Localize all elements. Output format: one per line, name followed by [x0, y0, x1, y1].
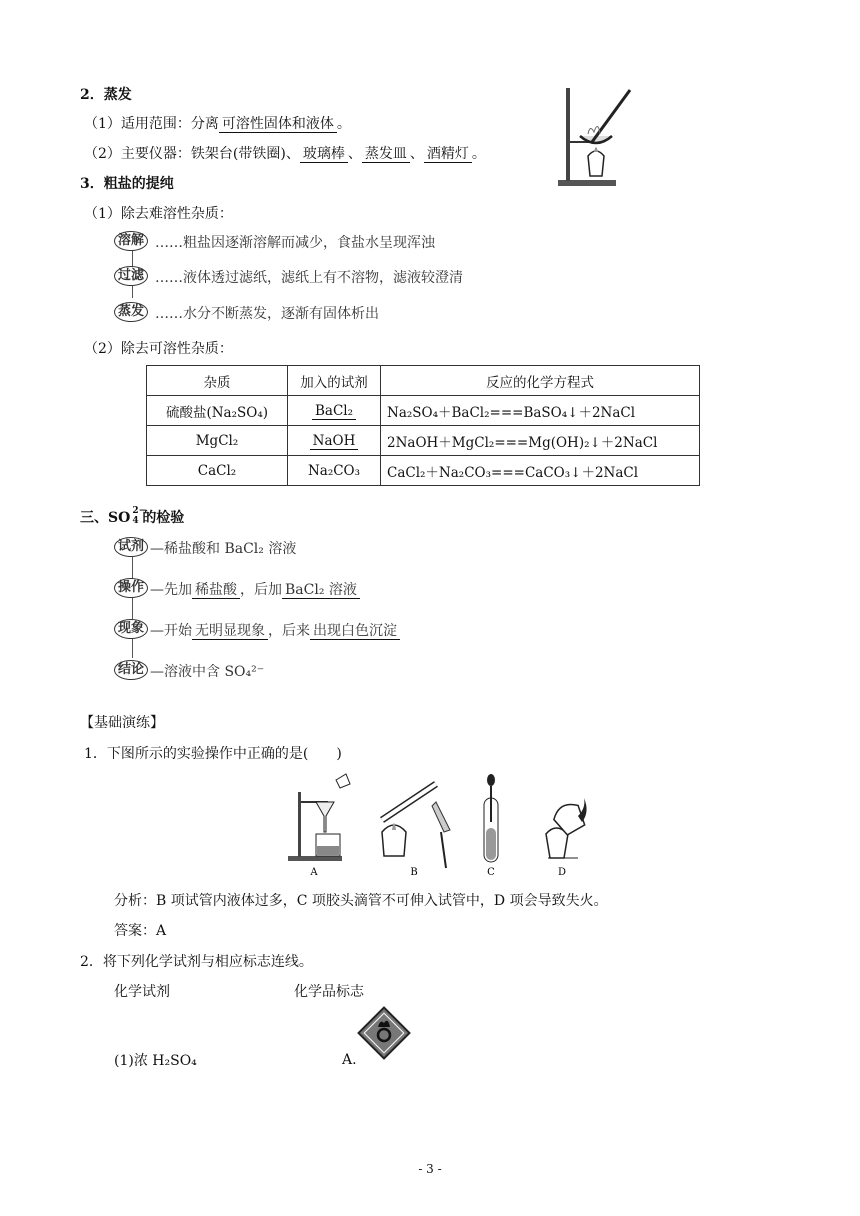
so4-title-suffix: 的检验 [142, 510, 185, 526]
op-answer-bacl2: BaCl₂ 溶液 [282, 582, 360, 599]
glass-rod [592, 90, 630, 142]
so4-tag-phenomenon: 现象 [114, 619, 148, 639]
figure-label-c: C [487, 867, 495, 878]
so4-section-title [80, 507, 184, 527]
line2-suffix: 。 [471, 146, 486, 162]
analysis-text: B 项试管内液体过多，C 项胶头滴管不可伸入试管中，D 项会导致失火。 [156, 893, 608, 909]
figure-labels [309, 867, 566, 878]
figure-label-a: A [310, 867, 318, 878]
section-2-line-2 [84, 143, 486, 163]
ph-mid: ，后来 [268, 623, 310, 639]
so4-flow-connector [132, 552, 133, 658]
cell-impurity: MgCl₂ [147, 426, 288, 456]
practice-heading: 【基础演练】 [80, 715, 164, 731]
header-equation: 反应的化学方程式 [381, 366, 700, 396]
answer-evaporating-dish: 蒸发皿 [362, 146, 410, 163]
flame [594, 147, 598, 152]
section-3-sub-1: （1）除去难溶性杂质： [84, 206, 233, 222]
reagent-answer: NaOH [310, 433, 359, 450]
step-text-evaporate: ……水分不断蒸发，逐渐有固体析出 [155, 306, 379, 322]
op-pre: —先加 [150, 582, 192, 598]
step-text-dissolve: ……粗盐因逐渐溶解而减少，食盐水呈现浑浊 [155, 235, 435, 251]
oxidizer-hazard-icon [356, 1005, 412, 1061]
section-3-sub-2: （2）除去可溶性杂质： [84, 341, 233, 357]
table-row [147, 456, 700, 486]
reagent-answer: BaCl₂ [312, 403, 356, 420]
section-2-title: 2．蒸发 [80, 87, 132, 103]
cell-equation: 2NaOH＋MgCl₂===Mg(OH)₂↓＋2NaCl [381, 426, 700, 456]
cell-reagent: Na₂CO₃ [288, 456, 381, 486]
impurity-table [146, 365, 700, 486]
figure-label-d: D [557, 867, 567, 878]
option-a-label: A. [342, 1052, 357, 1068]
step-tag-filter: 过滤 [114, 266, 148, 286]
line1-prefix: （1）适用范围：分离 [84, 116, 219, 132]
step-text-filter: ……液体透过滤纸，滤纸上有不溶物，滤液较澄清 [155, 270, 463, 286]
step-tag-dissolve: 溶解 [114, 231, 148, 251]
sulfate-charge [130, 506, 147, 526]
answer-glass-rod: 玻璃棒 [300, 146, 348, 163]
answer-label: 答案： [114, 923, 156, 939]
figure-d-lamp [546, 798, 588, 858]
answer-line [114, 920, 166, 940]
col-chemical-reagent: 化学试剂 [114, 984, 170, 1000]
sep-1: 、 [347, 146, 362, 162]
col-chemical-sign: 化学品标志 [294, 984, 364, 1000]
section-3-title: 3．粗盐的提纯 [80, 176, 174, 192]
alcohol-lamp [588, 151, 604, 176]
so4-text-reagent: —稀盐酸和 BaCl₂ 溶液 [150, 541, 297, 557]
header-impurity: 杂质 [147, 366, 288, 396]
ph-answer-white-ppt: 出现白色沉淀 [310, 623, 400, 640]
ph-answer-no-change: 无明显现象 [192, 623, 268, 640]
so4-title-prefix: 三、SO [80, 510, 131, 526]
line2-prefix: （2）主要仪器：铁架台(带铁圈)、 [84, 146, 300, 162]
op-mid: ，后加 [240, 582, 282, 598]
line1-suffix: 。 [336, 116, 351, 132]
section-2-line-1 [84, 113, 351, 133]
answer-value: A [156, 923, 167, 939]
cell-reagent [288, 426, 381, 456]
item-1-conc-h2so4: (1)浓 H₂SO₄ [114, 1053, 197, 1069]
so4-text-phenomenon [150, 620, 400, 640]
sulfate-sub: 4 [132, 516, 139, 526]
table-header-row [147, 366, 700, 396]
so4-tag-operation: 操作 [114, 578, 148, 598]
sulfate-sup: 2− [132, 506, 147, 516]
question-2: 2．将下列化学试剂与相应标志连线。 [80, 954, 313, 970]
cell-equation: CaCl₂＋Na₂CO₃===CaCO₃↓＋2NaCl [381, 456, 700, 486]
figure-b-heating [382, 784, 450, 868]
evaporation-apparatus-figure [552, 84, 642, 190]
so4-tag-reagent: 试剂 [114, 537, 148, 557]
answer-soluble-solid-liquid: 可溶性固体和液体 [219, 116, 337, 133]
figure-label-b: B [410, 867, 418, 878]
cell-impurity: 硫酸盐(Na₂SO₄) [147, 396, 288, 426]
answer-alcohol-lamp: 酒精灯 [424, 146, 472, 163]
so4-text-conclusion: —溶液中含 SO₄²⁻ [150, 664, 265, 680]
question-1: 1．下图所示的实验操作中正确的是( ) [84, 746, 342, 762]
cell-impurity: CaCl₂ [147, 456, 288, 486]
lab-operations-figure [286, 772, 616, 878]
analysis-label: 分析： [114, 893, 156, 909]
figure-c-dropper [484, 774, 498, 862]
cell-reagent [288, 396, 381, 426]
analysis-line [114, 890, 608, 910]
so4-tag-conclusion: 结论 [114, 660, 148, 680]
cell-equation: Na₂SO₄＋BaCl₂===BaSO₄↓＋2NaCl [381, 396, 700, 426]
figure-a-filtration [288, 774, 350, 861]
page-number: - 3 - [418, 1162, 442, 1176]
op-answer-hcl: 稀盐酸 [192, 582, 240, 599]
table-row [147, 426, 700, 456]
sep-2: 、 [409, 146, 424, 162]
step-tag-evaporate: 蒸发 [114, 302, 148, 322]
ph-pre: —开始 [150, 623, 192, 639]
so4-text-operation [150, 579, 360, 599]
table-row [147, 396, 700, 426]
stand-rod [566, 88, 570, 181]
header-reagent: 加入的试剂 [288, 366, 381, 396]
